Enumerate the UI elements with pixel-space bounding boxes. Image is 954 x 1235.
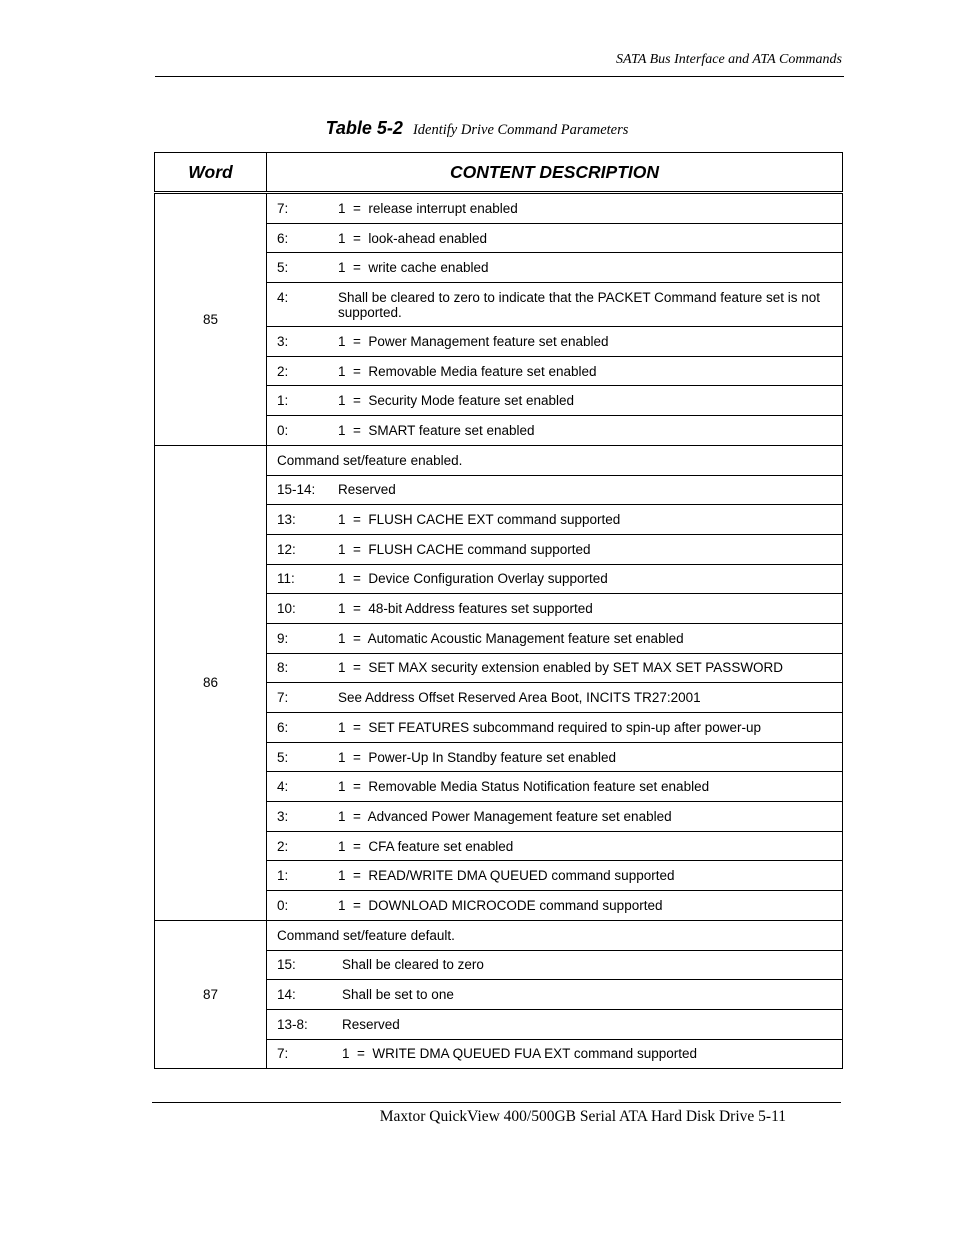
bit-row	[277, 1017, 832, 1032]
description-cell	[267, 802, 843, 832]
description-cell	[267, 594, 843, 624]
bit-label: 13:	[277, 512, 296, 528]
bit-row	[277, 1046, 832, 1061]
bit-label: 2:	[277, 838, 289, 854]
table-header-row	[155, 153, 843, 193]
bit-label: 10:	[277, 601, 296, 617]
running-footer: Maxtor QuickView 400/500GB Serial ATA Hard Disk Drive 5-11	[379, 1108, 786, 1125]
description-text: Command set/feature default.	[277, 927, 455, 943]
table-caption	[0, 118, 954, 139]
bit-description: Reserved	[338, 482, 396, 498]
description-cell	[267, 386, 843, 416]
bit-row	[277, 809, 832, 824]
table-row	[155, 445, 843, 475]
description-cell	[267, 253, 843, 283]
bit-description: 1 = Power Management feature set enabled	[338, 333, 609, 349]
footer-divider	[152, 1102, 841, 1103]
identify-drive-parameters-table	[154, 152, 843, 1069]
description-text: Command set/feature enabled.	[277, 452, 463, 468]
bit-description: 1 = SMART feature set enabled	[338, 422, 535, 438]
description-cell	[267, 327, 843, 357]
bit-description: 1 = Removable Media feature set enabled	[338, 363, 597, 379]
description-cell	[267, 980, 843, 1010]
description-cell	[267, 356, 843, 386]
description-cell	[267, 861, 843, 891]
description-cell	[267, 742, 843, 772]
bit-description: 1 = CFA feature set enabled	[338, 838, 514, 854]
description-cell	[267, 1039, 843, 1069]
bit-description: 1 = WRITE DMA QUEUED FUA EXT command supported	[342, 1046, 697, 1062]
header-divider	[155, 76, 844, 77]
bit-row	[277, 690, 832, 705]
bit-row	[277, 779, 832, 794]
description-cell	[267, 283, 843, 327]
bit-label: 9:	[277, 630, 289, 646]
bit-description: 1 = look-ahead enabled	[338, 230, 487, 246]
bit-row	[277, 334, 832, 349]
bit-description: 1 = release interrupt enabled	[338, 200, 518, 216]
table-row	[155, 920, 843, 950]
description-cell	[267, 1009, 843, 1039]
bit-description: 1 = FLUSH CACHE command supported	[338, 541, 591, 557]
bit-label: 4:	[277, 779, 289, 795]
description-cell	[267, 713, 843, 743]
bit-row	[277, 512, 832, 527]
description-cell	[267, 534, 843, 564]
description-cell	[267, 445, 843, 475]
bit-label: 0:	[277, 897, 289, 913]
bit-description: Shall be cleared to zero	[342, 957, 484, 973]
bit-label: 1:	[277, 868, 289, 884]
bit-row	[277, 231, 832, 246]
table-row	[155, 193, 843, 224]
bit-description: 1 = Automatic Acoustic Management feature set enabled	[338, 630, 684, 646]
bit-label: 8:	[277, 660, 289, 676]
bit-label: 2:	[277, 363, 289, 379]
bit-label: 5:	[277, 260, 289, 276]
bit-label: 3:	[277, 333, 289, 349]
word-column-header: Word	[155, 153, 267, 193]
bit-row	[277, 290, 832, 320]
description-cell	[267, 891, 843, 921]
bit-label: 5:	[277, 749, 289, 765]
bit-description: 1 = Advanced Power Management feature set enabled	[338, 808, 672, 824]
bit-description: 1 = DOWNLOAD MICROCODE command supported	[338, 897, 663, 913]
description-cell	[267, 223, 843, 253]
bit-row	[277, 750, 832, 765]
bit-row	[277, 393, 832, 408]
bit-description: Shall be cleared to zero to indicate that the PACKET Command feature set is not supported.	[338, 289, 824, 320]
bit-row	[277, 201, 832, 216]
bit-description: 1 = 48-bit Address features set supported	[338, 601, 593, 617]
word-number-cell: 85	[155, 193, 267, 446]
description-cell	[267, 564, 843, 594]
bit-row	[277, 839, 832, 854]
bit-description: 1 = write cache enabled	[338, 260, 489, 276]
bit-description: See Address Offset Reserved Area Boot, INCITS TR27:2001	[338, 690, 701, 706]
description-cell	[267, 772, 843, 802]
description-cell	[267, 193, 843, 224]
table-title: Identify Drive Command Parameters	[412, 122, 629, 138]
description-cell	[267, 920, 843, 950]
description-cell	[267, 475, 843, 505]
description-cell	[267, 653, 843, 683]
table-number: Table 5-2	[325, 118, 403, 138]
bit-row	[277, 957, 832, 972]
bit-label: 6:	[277, 719, 289, 735]
bit-label: 13-8:	[277, 1016, 308, 1032]
word-number-cell: 87	[155, 920, 267, 1068]
bit-description: 1 = SET FEATURES subcommand required to spin-up after power-up	[338, 719, 762, 735]
bit-label: 14:	[277, 987, 296, 1003]
bit-row	[277, 423, 832, 438]
bit-row	[277, 868, 832, 883]
running-header: SATA Bus Interface and ATA Commands	[616, 52, 842, 67]
description-cell	[267, 683, 843, 713]
bit-label: 11:	[277, 571, 295, 587]
word-number-cell: 86	[155, 445, 267, 920]
bit-label: 15:	[277, 957, 296, 973]
bit-description: 1 = Power-Up In Standby feature set enabled	[338, 749, 617, 765]
bit-description: 1 = READ/WRITE DMA QUEUED command supported	[338, 868, 675, 884]
bit-label: 4:	[277, 289, 289, 305]
bit-row	[277, 542, 832, 557]
bit-row	[277, 260, 832, 275]
bit-row	[277, 987, 832, 1002]
bit-description: 1 = FLUSH CACHE EXT command supported	[338, 512, 621, 528]
content-column-header: CONTENT DESCRIPTION	[267, 153, 843, 193]
description-cell	[267, 831, 843, 861]
bit-label: 7:	[277, 200, 289, 216]
bit-label: 0:	[277, 422, 289, 438]
bit-row	[277, 631, 832, 646]
bit-label: 6:	[277, 230, 289, 246]
bit-label: 3:	[277, 808, 289, 824]
bit-row	[277, 720, 832, 735]
bit-description: 1 = Device Configuration Overlay supported	[338, 571, 608, 587]
bit-label: 15-14:	[277, 482, 316, 498]
description-cell	[267, 505, 843, 535]
bit-row	[277, 601, 832, 616]
bit-description: 1 = SET MAX security extension enabled by SET MAX SET PASSWORD	[338, 660, 784, 676]
bit-label: 7:	[277, 690, 289, 706]
bit-label: 7:	[277, 1046, 289, 1062]
bit-description: Reserved	[342, 1016, 400, 1032]
description-cell	[267, 623, 843, 653]
bit-row	[277, 898, 832, 913]
bit-row	[277, 660, 832, 675]
description-cell	[267, 950, 843, 980]
bit-description: 1 = Removable Media Status Notification feature set enabled	[338, 779, 710, 795]
bit-description: 1 = Security Mode feature set enabled	[338, 393, 575, 409]
bit-label: 1:	[277, 393, 289, 409]
bit-row	[277, 364, 832, 379]
bit-description: Shall be set to one	[342, 987, 454, 1003]
bit-row	[277, 482, 832, 497]
bit-row	[277, 571, 832, 586]
bit-label: 12:	[277, 541, 296, 557]
description-cell	[267, 416, 843, 446]
